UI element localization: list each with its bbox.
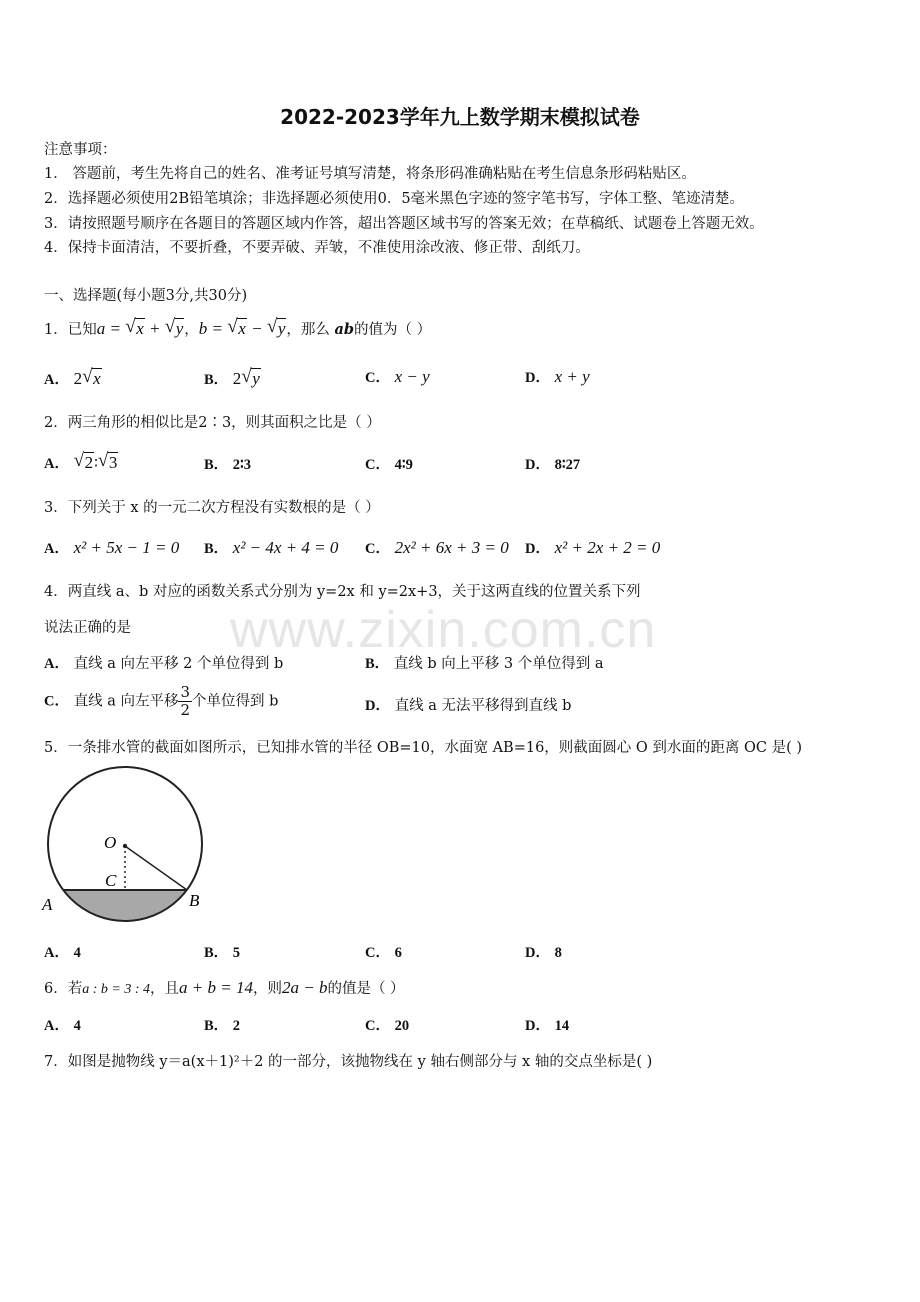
question-1-stem: 1．已知a = √ x + √ y，b = √ x − √ y，那么 ab的值为（ ） (44, 318, 431, 339)
option-d[interactable]: D． 直线 a 无法平移得到直线 b (365, 698, 572, 714)
option-b[interactable]: B． x² − 4x + 4 = 0 (204, 538, 339, 557)
option-a[interactable]: A． 4 (44, 945, 81, 961)
label-c: C (105, 871, 117, 890)
option-c[interactable]: C． 6 (365, 945, 402, 961)
notes-heading: 注意事项： (44, 142, 117, 158)
option-c[interactable]: C． 20 (365, 1018, 410, 1034)
note-item: 2．选择题必须使用2B铅笔填涂；非选择题必须使用0．5毫米黑色字迹的签字笔书写，字体工整、笔迹清楚。 (44, 191, 745, 207)
option-b[interactable]: B． 2∶3 (204, 457, 252, 473)
option-d[interactable]: D． x + y (525, 367, 590, 386)
option-d[interactable]: D． 8 (525, 945, 562, 961)
option-b[interactable]: B． 直线 b 向上平移 3 个单位得到 a (365, 656, 604, 672)
question-6-stem: 6．若a : b = 3 : 4，且a + b = 14，则2a − b的值是（ ） (44, 978, 405, 997)
section-heading: 一、选择题(每小题3分,共30分) (44, 288, 248, 304)
option-d[interactable]: D． 14 (525, 1018, 570, 1034)
option-a[interactable]: A． 直线 a 向左平移 2 个单位得到 b (44, 656, 284, 672)
center-point (123, 844, 127, 848)
label-o: O (104, 833, 117, 852)
option-d[interactable]: D． 8∶27 (525, 457, 581, 473)
option-c[interactable]: C． x − y (365, 367, 430, 386)
water-region (63, 890, 187, 921)
question-2-stem: 2．两三角形的相似比是2∶3，则其面积之比是（ ） (44, 415, 381, 431)
option-c[interactable]: C． 2x² + 6x + 3 = 0 (365, 538, 509, 557)
option-b[interactable]: B． 5 (204, 945, 241, 961)
question-4-stem: 4．两直线 a、b 对应的函数关系式分别为 y=2x 和 y=2x+3，关于这两直线的位置关系下列 (44, 584, 641, 600)
option-b[interactable]: B． 2 (204, 1018, 241, 1034)
option-a[interactable]: A． x² + 5x − 1 = 0 (44, 538, 180, 557)
question-3-stem: 3．下列关于 x 的一元二次方程没有实数根的是（ ） (44, 500, 380, 516)
question-5-stem: 5．一条排水管的截面如图所示，已知排水管的半径 OB=10，水面宽 AB=16，则截面圆心 O 到水面的距离 OC 是( ) (44, 740, 803, 756)
option-d[interactable]: D． x² + 2x + 2 = 0 (525, 538, 661, 557)
note-item: 3．请按照题号顺序在各题目的答题区域内作答，超出答题区域书写的答案无效；在草稿纸、试题卷上答题无效。 (44, 216, 764, 232)
label-a: A (42, 895, 53, 914)
option-c[interactable]: C． 直线 a 向左平移 $\frac{3}{2}$ 个单位得到 b (44, 683, 279, 719)
option-c[interactable]: C． 4∶9 (365, 457, 413, 473)
note-item: 1． 答题前，考生先将自己的姓名、准考证号填写清楚，将条形码准确粘贴在考生信息条形码粘贴区。 (44, 166, 696, 182)
segment-ob (125, 846, 187, 890)
option-a[interactable]: A． √ 2∶√ 3 (44, 452, 118, 473)
pipe-cross-section-figure (38, 764, 218, 934)
watermark: www.zixin.com.cn (230, 601, 657, 659)
option-a[interactable]: A． 4 (44, 1018, 81, 1034)
label-b: B (189, 891, 200, 910)
option-a[interactable]: A． 2√ x (44, 368, 102, 389)
question-7-stem: 7．如图是抛物线 y＝a(x＋1)²＋2 的一部分，该抛物线在 y 轴右侧部分与 x 轴的交点坐标是( ) (44, 1054, 653, 1070)
option-b[interactable]: B． 2√ y (204, 368, 261, 389)
question-4-stem-cont: 说法正确的是 (44, 620, 131, 636)
page-title: 2022-2023学年九上数学期末模拟试卷 (280, 105, 640, 129)
note-item: 4．保持卡面清洁，不要折叠，不要弄破、弄皱，不准使用涂改液、修正带、刮纸刀。 (44, 240, 590, 256)
